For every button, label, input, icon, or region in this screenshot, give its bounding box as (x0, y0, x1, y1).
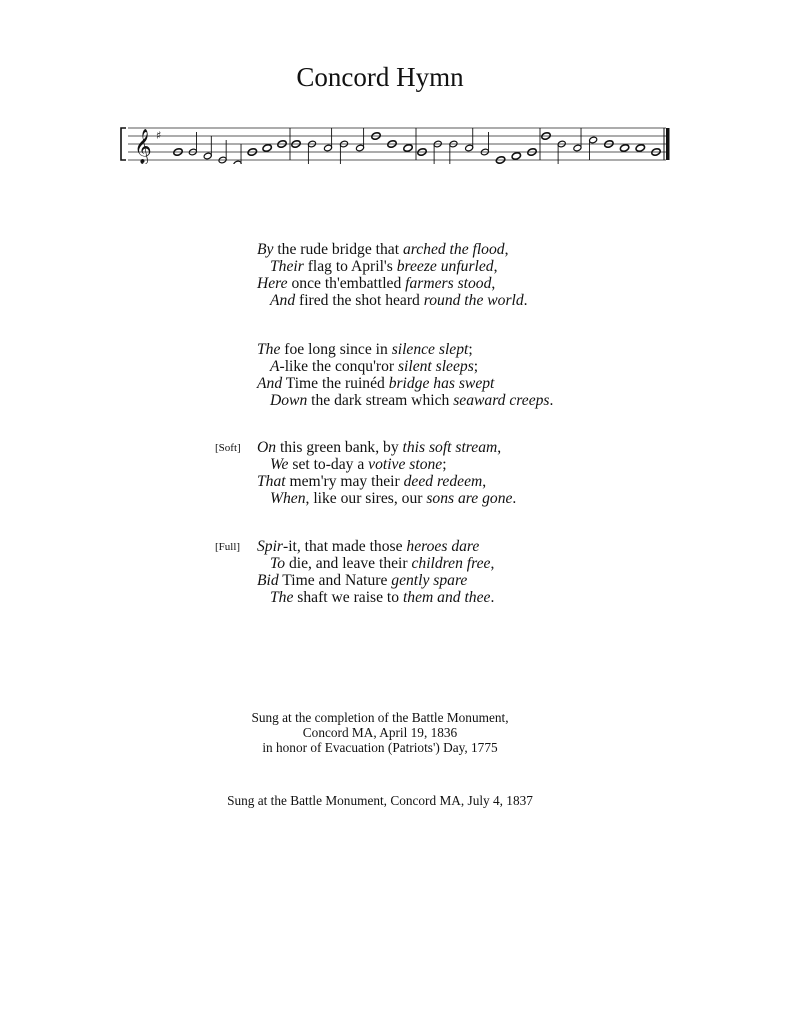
verse-segment: Bid (257, 572, 279, 589)
verse-segment: gently spare (391, 572, 468, 589)
verse-line (257, 341, 553, 358)
verse-segment: votive stone (368, 456, 443, 473)
verse-segment: seaward creeps (453, 392, 550, 409)
page-title: Concord Hymn (296, 62, 464, 92)
verse-segment: ; (473, 358, 479, 375)
whole-note (635, 144, 645, 153)
verse-segment: round the world (423, 292, 524, 309)
verse-line (257, 241, 528, 258)
verse-segment: this soft stream (402, 439, 498, 456)
verse-segment: , (497, 439, 502, 456)
verse-line (257, 292, 528, 309)
half-note (324, 128, 333, 152)
verse-segment: children free (411, 555, 491, 572)
verse-segment: . (549, 392, 554, 409)
dynamic-marking: [Soft] (215, 442, 241, 454)
music-staff (118, 122, 678, 164)
verse-segment: The (257, 341, 281, 358)
stanza-2 (257, 341, 553, 409)
verse-segment: this green bank, by (276, 439, 403, 456)
verse-segment: -it, that made those (283, 538, 407, 555)
verse-line (257, 258, 528, 275)
verse-segment: ; (442, 456, 447, 473)
verse-line (257, 589, 494, 606)
stanza-4 (257, 538, 494, 606)
verse-segment: Here (257, 275, 288, 292)
notes (173, 128, 661, 164)
verse-line (257, 439, 516, 456)
whole-note (403, 144, 413, 153)
verse-segment: mem'ry may their (285, 473, 404, 490)
stanza-3 (257, 439, 516, 507)
whole-note (262, 144, 272, 153)
verse-segment: deed redeem (403, 473, 483, 490)
half-note (356, 128, 365, 152)
verse-segment: , like our sires, our (305, 490, 427, 507)
verse-segment: By (257, 241, 274, 258)
note-line-3: in honor of Evacuation (Patriots') Day, 1775 (262, 740, 498, 755)
verse-segment: shaft we raise to (293, 589, 403, 606)
verse-segment: die, and leave their (285, 555, 412, 572)
verse-segment: And (270, 292, 296, 309)
staff-lines (128, 128, 666, 160)
verse-line (257, 490, 516, 507)
verse-segment: , (482, 473, 487, 490)
half-note (465, 128, 474, 152)
verse-line (257, 456, 516, 473)
verse-segment: them and thee (402, 589, 491, 606)
verse-line (257, 375, 553, 392)
verse-segment: once th'embattled (287, 275, 406, 292)
verse-segment: , (490, 555, 495, 572)
verse-segment: flag to April's (303, 258, 397, 275)
verse-segment: ; (468, 341, 473, 358)
verse-segment: -like the conqu'ror (279, 358, 398, 375)
verse-segment: Time the ruinéd (282, 375, 389, 392)
system-bracket (121, 128, 126, 160)
verse-segment: set to-day a (288, 456, 369, 473)
verse-segment: , (491, 275, 496, 292)
verse-segment: Their (270, 258, 304, 275)
verse-segment: A (270, 358, 280, 375)
note-line-1: Sung at the completion of the Battle Monument, (251, 710, 509, 725)
verse-segment: On (257, 439, 277, 456)
verse-segment: To (270, 555, 286, 572)
verse-segment: That (257, 473, 286, 490)
verse-segment: Spir (257, 538, 283, 555)
final-barline (666, 128, 670, 160)
verse-segment: When (270, 490, 306, 507)
verse-line (257, 555, 494, 572)
note-line-2: Concord MA, April 19, 1836 (302, 725, 458, 740)
second-performance-note: Sung at the Battle Monument, Concord MA, July 4, 1837 (227, 793, 533, 808)
verse-segment: breeze unfurled (396, 258, 494, 275)
half-note (573, 128, 582, 152)
verse-segment: The (270, 589, 294, 606)
verse-line (257, 358, 553, 375)
verse-line (257, 572, 494, 589)
verse-line (257, 275, 528, 292)
verse-segment: sons are gone (426, 490, 513, 507)
verse-segment: , (493, 258, 498, 275)
verse-line (257, 473, 516, 490)
verse-segment: silence slept (391, 341, 469, 358)
verse-segment: , (504, 241, 509, 258)
verse-segment: heroes dare (406, 538, 480, 555)
verse-segment: the rude bridge that (273, 241, 403, 258)
verse-segment: fired the shot heard (295, 292, 424, 309)
verse-segment: . (512, 490, 517, 507)
dynamic-marking: [Full] (215, 541, 241, 553)
verse-segment: . (490, 589, 495, 606)
whole-note (619, 144, 629, 153)
verse-segment: farmers stood (405, 275, 492, 292)
half-note (233, 144, 242, 164)
verse-segment: Down (270, 392, 308, 409)
verse-segment: arched the flood (402, 241, 505, 258)
verse-segment: the dark stream which (307, 392, 454, 409)
verse-segment: foe long since in (280, 341, 392, 358)
performance-note (0, 710, 760, 755)
stanza-1 (257, 241, 528, 309)
whole-note (511, 152, 521, 161)
verse-segment: bridge has swept (388, 375, 495, 392)
verse-line (257, 392, 553, 409)
half-note (203, 136, 212, 160)
verse-segment: Time and Nature (278, 572, 392, 589)
treble-clef-icon: 𝄞 (134, 129, 152, 164)
verse-segment: And (257, 375, 283, 392)
key-signature-sharp-icon: ♯ (156, 129, 162, 142)
half-note (589, 136, 598, 160)
verse-line (257, 538, 494, 555)
verse-segment: We (270, 456, 289, 473)
verse-segment: . (523, 292, 528, 309)
verse-segment: silent sleeps (397, 358, 474, 375)
